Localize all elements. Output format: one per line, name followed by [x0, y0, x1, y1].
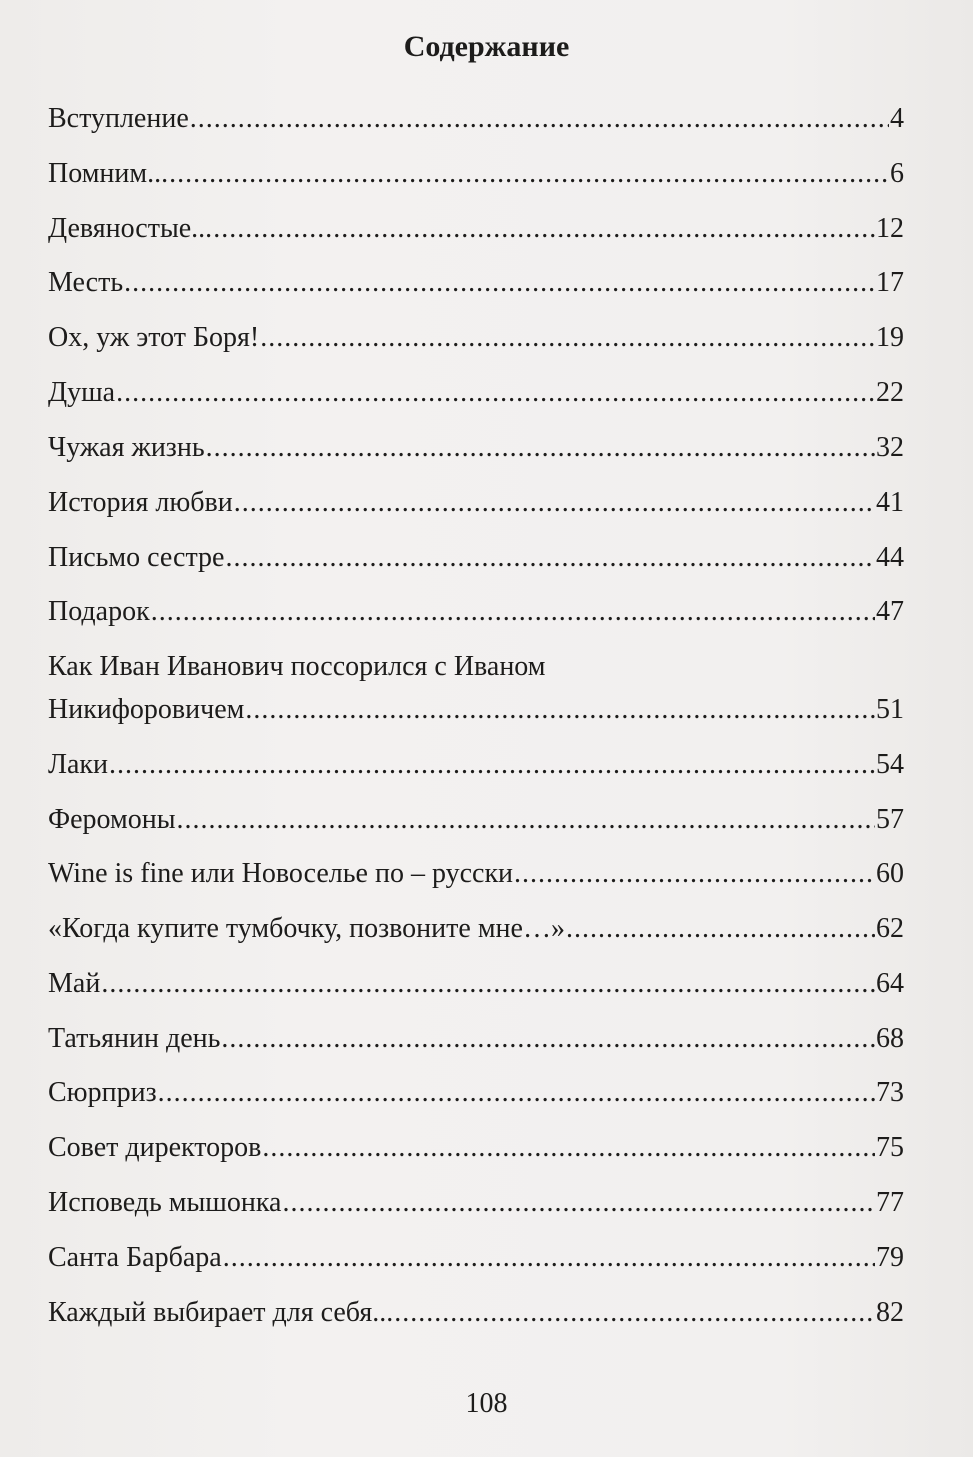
toc-entry [48, 266, 904, 300]
toc-entry-label: Никифоровичем [48, 694, 245, 725]
toc-entry-page: 54 [876, 749, 904, 780]
toc-entry-label: Чужая жизнь [48, 432, 205, 463]
toc-entry-page: 57 [876, 804, 904, 835]
toc-entry [48, 1076, 904, 1110]
leader-dots [260, 321, 875, 355]
leader-dots [109, 748, 875, 782]
toc-entry-label: Татьянин день [48, 1023, 221, 1054]
toc-entry-label: Совет директоров [48, 1132, 262, 1163]
toc-entry-label: «Когда купите тумбочку, позвоните мне…» [48, 913, 565, 944]
leader-dots [262, 1131, 875, 1165]
toc-entry-page: 22 [876, 377, 904, 408]
toc-entry [48, 486, 904, 520]
leader-dots [116, 376, 875, 410]
leader-dots [213, 212, 875, 246]
toc-entry-label: Ох, уж этот Боря! [48, 322, 260, 353]
toc-entry [48, 967, 904, 1001]
leader-dots [124, 266, 875, 300]
leader-dots [206, 431, 875, 465]
toc-entry-page: 82 [876, 1297, 904, 1328]
leader-dots [158, 1076, 875, 1110]
toc-entry-page: 64 [876, 968, 904, 999]
toc-entry [48, 157, 904, 191]
page-title: Содержание [403, 30, 570, 63]
toc-entry [48, 431, 904, 465]
leader-dots [245, 693, 875, 727]
toc-entry-page: 17 [876, 267, 904, 298]
toc-entry-page: 19 [876, 322, 904, 353]
leader-dots [223, 1241, 875, 1275]
toc-entry [48, 102, 904, 136]
toc-entry-label: Душа [48, 377, 116, 408]
toc-entry [48, 912, 904, 946]
toc-entry-page: 79 [876, 1242, 904, 1273]
toc-entry [48, 212, 904, 246]
toc-entry-page: 41 [876, 487, 904, 518]
toc-entry-label: Феромоны [48, 804, 176, 835]
page-number: 108 [465, 1388, 508, 1419]
toc-entry [48, 857, 904, 891]
toc-entry [48, 803, 904, 837]
toc-entry [48, 376, 904, 410]
toc-entry [48, 541, 904, 575]
toc-entry [48, 1131, 904, 1165]
leader-dots [566, 912, 875, 946]
toc-entry-label: Месть [48, 267, 124, 298]
toc-entry-page: 68 [876, 1023, 904, 1054]
toc-entry-label: Лаки [48, 749, 109, 780]
toc-entry [48, 1186, 904, 1220]
toc-entry-label-line1: Как Иван Иванович поссорился с Иваном [48, 651, 546, 682]
toc-entry [48, 693, 904, 727]
leader-dots [221, 1022, 875, 1056]
toc-entry-page: 62 [876, 913, 904, 944]
leader-dots [169, 157, 889, 191]
leader-dots [190, 102, 889, 136]
toc-entry-label: Сюрприз [48, 1077, 157, 1108]
leader-dots [101, 967, 875, 1001]
toc-entry-label: Исповедь мышонка [48, 1187, 282, 1218]
toc-entry-label: Помним... [48, 158, 169, 189]
toc-entry-page: 6 [890, 158, 904, 189]
leader-dots [514, 857, 875, 891]
toc-entry [48, 748, 904, 782]
toc-entry [48, 1296, 904, 1330]
toc-entry [48, 595, 904, 629]
toc-entry-label: Май [48, 968, 101, 999]
leader-dots [282, 1186, 875, 1220]
toc-entry-page: 32 [876, 432, 904, 463]
toc-entry [48, 321, 904, 355]
toc-entry-page: 60 [876, 858, 904, 889]
toc-entry-label: Подарок [48, 596, 150, 627]
leader-dots [394, 1296, 875, 1330]
toc-entry-label: Вступление [48, 103, 189, 134]
leader-dots [177, 803, 875, 837]
toc-entry-page: 51 [876, 694, 904, 725]
toc-entry-page: 73 [876, 1077, 904, 1108]
toc-entry [48, 1022, 904, 1056]
toc-entry-label: История любви [48, 487, 233, 518]
toc-entry-page: 75 [876, 1132, 904, 1163]
toc-entry-label: Санта Барбара [48, 1242, 222, 1273]
toc-entry-label: Wine is fine или Новоселье по – русски [48, 858, 514, 889]
toc-entry-page: 47 [876, 596, 904, 627]
leader-dots [234, 486, 875, 520]
toc-entry [48, 1241, 904, 1275]
toc-entry-page: 12 [876, 213, 904, 244]
leader-dots [225, 541, 875, 575]
toc-entry-label: Девяностые... [48, 213, 213, 244]
toc-entry-page: 77 [876, 1187, 904, 1218]
toc-entry-label: Письмо сестре [48, 542, 225, 573]
toc-entry-page: 44 [876, 542, 904, 573]
toc-entry-page: 4 [890, 103, 904, 134]
toc-entry-label: Каждый выбирает для себя... [48, 1297, 394, 1328]
leader-dots [151, 595, 875, 629]
